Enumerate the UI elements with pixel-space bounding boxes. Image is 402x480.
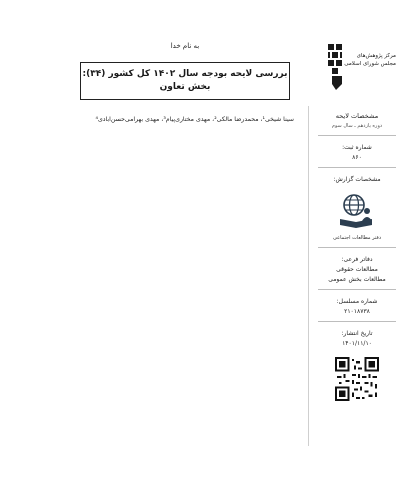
reporter-label: مشخصات گزارش: [333,176,381,183]
serial-label: شماره مسلسل: [336,298,378,305]
report-subtitle: بخش تعاون [159,82,211,92]
globe-book-icon [336,191,378,229]
office-name: دفتر مطالعات اجتماعی [332,235,382,241]
separator [318,167,396,168]
sidebar-divider [308,106,309,446]
subdept-label: دفاتر فرعی: [341,256,373,263]
serial-value: ۲۱۰۱۸۷۳۸ [344,308,370,315]
separator [318,289,396,290]
logo-text [340,52,396,68]
subdept-2: مطالعات بخش عمومی [328,276,386,283]
date-value: ۱۴۰۱/۱۱/۱۰ [342,340,372,347]
separator [318,135,396,136]
sidebar-term: دوره یازدهم ـ سال سوم [331,123,383,129]
reg-number-value: ۸۶۰ [352,154,362,161]
reg-number-label: شماره ثبت: [342,144,372,151]
logo-line-2: مجلس شورای اسلامی [344,61,396,67]
logo-line-1: مرکز پژوهش‌های [356,53,396,59]
bismillah: به نام خدا [170,42,200,50]
date-label: تاریخ انتشار: [341,330,373,337]
subdept-1: مطالعات حقوقی [336,266,378,273]
sidebar [312,108,402,405]
majlis-research-center-logo [326,40,394,102]
sidebar-specs-title: مشخصات لایحه [335,112,379,120]
title-box [80,62,290,100]
authors-line: سینا شیخی¹، محمدرضا مالکی²، مهدی مختاری‌پیام³، مهدی بهرامی‌حسن‌آبادی⁴ [95,116,294,123]
qr-code-icon[interactable] [335,357,379,401]
report-title: بررسی لایحه بودجه سال ۱۴۰۲ کل کشور (۳۴): [82,69,288,79]
separator [318,321,396,322]
separator [318,247,396,248]
